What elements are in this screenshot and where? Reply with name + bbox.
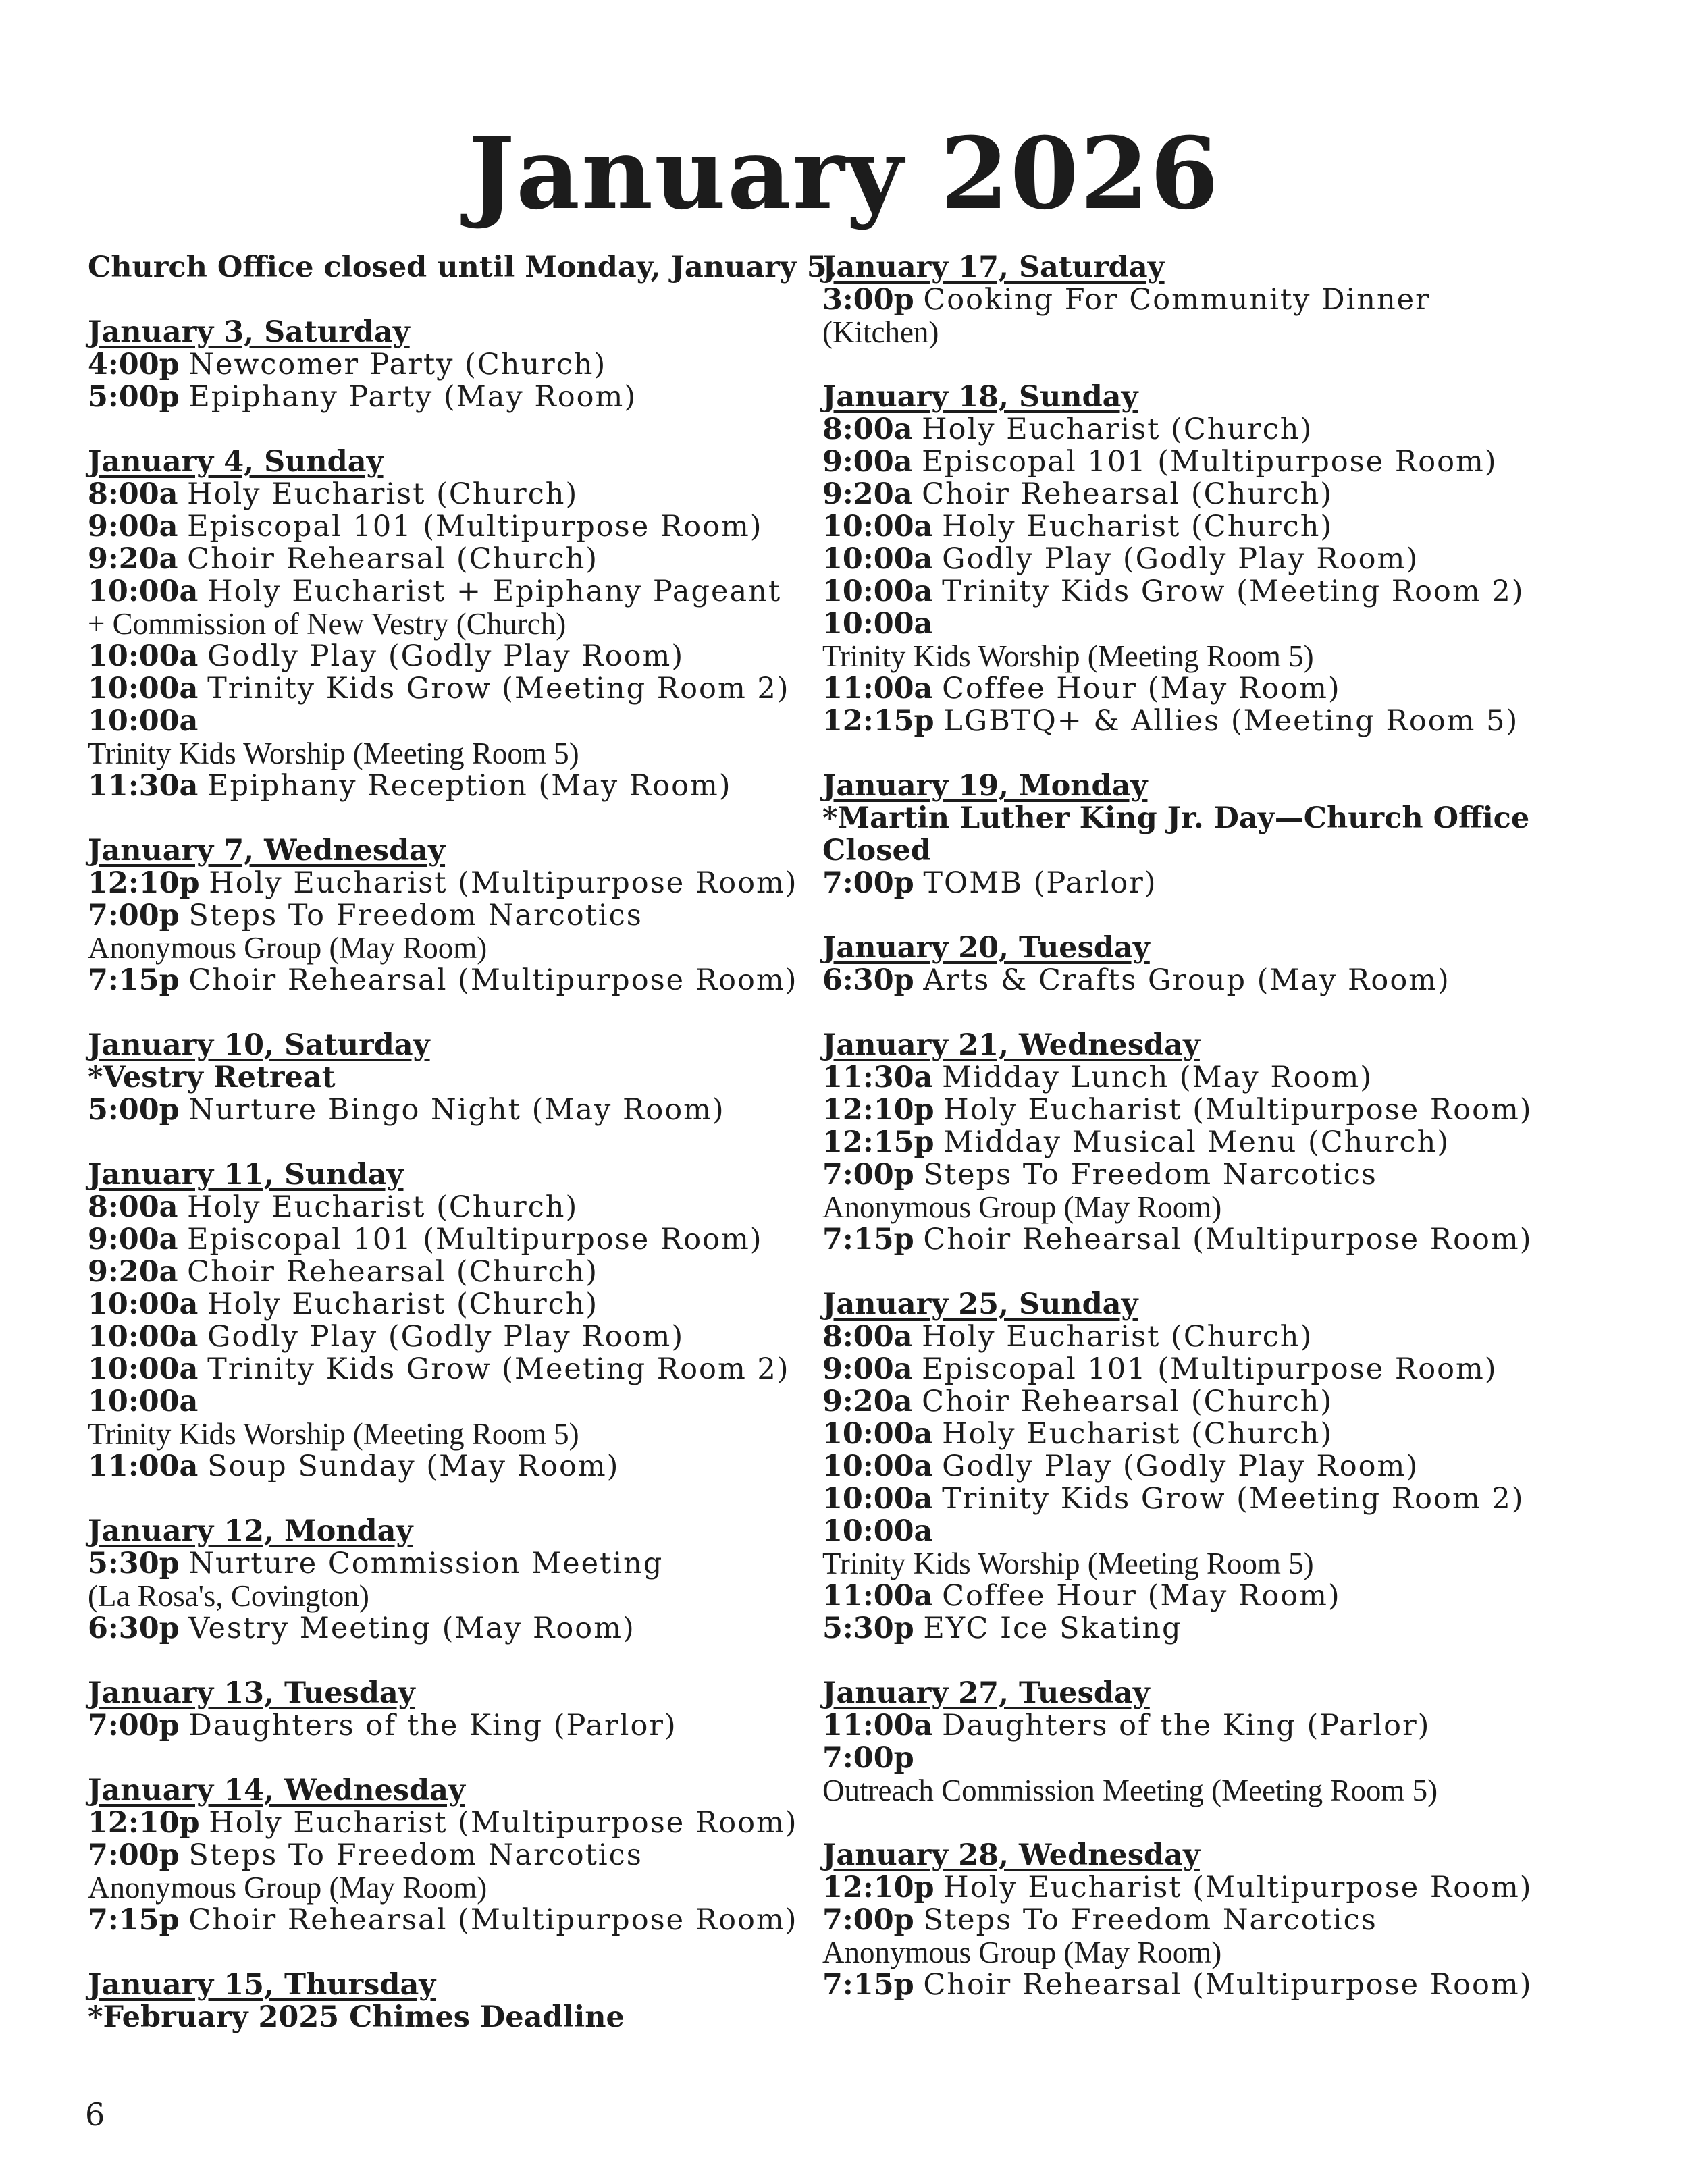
date-heading: January 18, Sunday bbox=[822, 380, 1138, 414]
day-jan-28 bbox=[822, 1839, 1538, 2001]
day-jan-4 bbox=[88, 446, 814, 802]
event-title: Holy Eucharist (Church) bbox=[187, 477, 579, 511]
event-title: Trinity Kids Grow (Meeting Room 2) bbox=[942, 1482, 1525, 1516]
event-item bbox=[822, 1612, 1538, 1645]
event-item bbox=[88, 1321, 814, 1353]
event-continuation: (Kitchen) bbox=[822, 315, 939, 349]
event-item bbox=[822, 1126, 1538, 1158]
event-item bbox=[88, 770, 814, 802]
event-title: Vestry Meeting (May Room) bbox=[188, 1612, 635, 1645]
event-item bbox=[88, 867, 814, 899]
event-time: 5:00p bbox=[88, 380, 180, 414]
event-item bbox=[88, 381, 814, 413]
event-time: 7:00p bbox=[822, 1158, 914, 1192]
date-heading: January 27, Tuesday bbox=[822, 1676, 1150, 1710]
event-time: 5:30p bbox=[88, 1547, 180, 1580]
event-time: 9:00a bbox=[88, 1223, 178, 1256]
event-time: 10:00a bbox=[822, 1417, 933, 1451]
event-title: Choir Rehearsal (Multipurpose Room) bbox=[188, 963, 798, 997]
day-jan-12 bbox=[88, 1515, 814, 1645]
event-time: 10:00a bbox=[822, 1482, 933, 1516]
event-item bbox=[822, 1158, 1538, 1191]
event-item bbox=[88, 672, 814, 705]
date-heading: January 28, Wednesday bbox=[822, 1838, 1200, 1872]
event-title: Choir Rehearsal (Church) bbox=[922, 477, 1334, 511]
event-time: 9:20a bbox=[88, 1255, 178, 1289]
event-title: Nurture Bingo Night (May Room) bbox=[188, 1093, 725, 1127]
event-item bbox=[88, 1385, 814, 1418]
event-time: 12:10p bbox=[822, 1093, 934, 1127]
event-item bbox=[88, 1288, 814, 1321]
event-title: Daughters of the King (Parlor) bbox=[942, 1709, 1431, 1742]
event-item bbox=[88, 705, 814, 737]
event-item bbox=[822, 575, 1538, 608]
event-time: 8:00a bbox=[822, 412, 913, 446]
event-continuation: Anonymous Group (May Room) bbox=[822, 1936, 1222, 1969]
event-time: 10:00a bbox=[822, 1514, 933, 1548]
event-item bbox=[88, 964, 814, 996]
event-item bbox=[88, 1709, 814, 1742]
event-time: 12:10p bbox=[88, 866, 200, 900]
event-time: 8:00a bbox=[88, 477, 178, 511]
date-heading: January 3, Saturday bbox=[88, 315, 410, 349]
event-time: 10:00a bbox=[822, 1449, 933, 1483]
event-item bbox=[88, 1807, 814, 1839]
date-heading: January 21, Wednesday bbox=[822, 1028, 1200, 1062]
event-title: Coffee Hour (May Room) bbox=[942, 1579, 1341, 1613]
event-title: Midday Musical Menu (Church) bbox=[943, 1125, 1450, 1159]
date-heading: January 14, Wednesday bbox=[88, 1774, 465, 1807]
day-jan-17 bbox=[822, 251, 1538, 348]
event-title: EYC Ice Skating bbox=[923, 1612, 1182, 1645]
page-number: 6 bbox=[85, 2096, 105, 2133]
event-title: Holy Eucharist + Epiphany Pageant bbox=[207, 575, 782, 608]
office-closed-notice: Church Office closed until Monday, January 5. bbox=[88, 250, 837, 284]
event-item bbox=[88, 1839, 814, 1871]
event-title: Steps To Freedom Narcotics bbox=[188, 1838, 643, 1872]
event-item bbox=[88, 1612, 814, 1645]
day-jan-27 bbox=[822, 1677, 1538, 1807]
day-jan-10 bbox=[88, 1029, 814, 1126]
left-column bbox=[88, 250, 837, 2034]
date-heading: January 12, Monday bbox=[88, 1514, 413, 1548]
day-jan-19 bbox=[822, 770, 1538, 899]
event-time: 11:30a bbox=[88, 769, 199, 803]
event-title: LGBTQ+ & Allies (Meeting Room 5) bbox=[943, 704, 1519, 738]
event-title: Daughters of the King (Parlor) bbox=[188, 1709, 677, 1742]
event-item bbox=[822, 446, 1538, 478]
event-continuation: Anonymous Group (May Room) bbox=[822, 1190, 1222, 1224]
event-item bbox=[822, 510, 1538, 543]
event-title: Episcopal 101 (Multipurpose Room) bbox=[922, 445, 1498, 479]
event-time: 12:10p bbox=[88, 1806, 200, 1840]
date-heading: January 13, Tuesday bbox=[88, 1676, 415, 1710]
event-time: 10:00a bbox=[822, 510, 933, 543]
date-heading: January 25, Sunday bbox=[822, 1287, 1138, 1321]
event-time: 7:15p bbox=[88, 1903, 180, 1937]
event-item bbox=[822, 608, 1538, 640]
page-title: January 2026 bbox=[468, 116, 1220, 232]
event-title: Trinity Kids Grow (Meeting Room 2) bbox=[942, 575, 1525, 608]
event-title: Choir Rehearsal (Multipurpose Room) bbox=[923, 1968, 1533, 2002]
event-item bbox=[822, 1223, 1538, 1256]
event-time: 7:00p bbox=[822, 1741, 914, 1775]
event-title: Holy Eucharist (Multipurpose Room) bbox=[943, 1093, 1533, 1127]
event-time: 7:15p bbox=[822, 1968, 914, 2002]
event-continuation: + Commission of New Vestry (Church) bbox=[88, 607, 566, 641]
date-heading: January 7, Wednesday bbox=[88, 834, 446, 868]
day-jan-13 bbox=[88, 1677, 814, 1742]
event-title: Godly Play (Godly Play Room) bbox=[942, 542, 1419, 576]
event-item bbox=[822, 1321, 1538, 1353]
day-jan-15 bbox=[88, 1969, 814, 2033]
event-title: Choir Rehearsal (Church) bbox=[187, 1255, 599, 1289]
event-title: Holy Eucharist (Church) bbox=[922, 1320, 1313, 1354]
event-time: 10:00a bbox=[822, 575, 933, 608]
date-heading: January 19, Monday bbox=[822, 769, 1148, 803]
event-time: 9:20a bbox=[88, 542, 178, 576]
event-title: Epiphany Reception (May Room) bbox=[207, 769, 732, 803]
event-continuation: Trinity Kids Worship (Meeting Room 5) bbox=[822, 1547, 1314, 1580]
date-heading: January 11, Sunday bbox=[88, 1158, 404, 1192]
event-item bbox=[822, 413, 1538, 446]
event-item bbox=[88, 478, 814, 510]
event-time: 7:00p bbox=[822, 1903, 914, 1937]
date-heading: January 4, Sunday bbox=[88, 445, 384, 479]
event-continuation: Trinity Kids Worship (Meeting Room 5) bbox=[822, 639, 1314, 673]
event-continuation: Anonymous Group (May Room) bbox=[88, 931, 487, 965]
event-time: 10:00a bbox=[88, 1320, 199, 1354]
event-title: Godly Play (Godly Play Room) bbox=[942, 1449, 1419, 1483]
event-item bbox=[822, 543, 1538, 575]
event-title: Holy Eucharist (Multipurpose Room) bbox=[943, 1871, 1533, 1905]
event-title: Holy Eucharist (Multipurpose Room) bbox=[209, 1806, 798, 1840]
event-title: Midday Lunch (May Room) bbox=[942, 1061, 1373, 1094]
event-time: 10:00a bbox=[88, 1352, 199, 1386]
event-time: 3:00p bbox=[822, 283, 914, 317]
day-jan-18 bbox=[822, 381, 1538, 737]
event-item bbox=[822, 1094, 1538, 1126]
event-item bbox=[822, 1969, 1538, 2001]
event-item bbox=[822, 1580, 1538, 1612]
event-item bbox=[822, 1871, 1538, 1904]
event-item bbox=[88, 348, 814, 381]
event-item bbox=[822, 284, 1538, 316]
event-time: 11:00a bbox=[88, 1449, 199, 1483]
event-time: 11:30a bbox=[822, 1061, 933, 1094]
event-item bbox=[822, 1742, 1538, 1774]
event-title: Soup Sunday (May Room) bbox=[207, 1449, 620, 1483]
event-title: Trinity Kids Grow (Meeting Room 2) bbox=[207, 672, 790, 705]
event-continuation: Outreach Commission Meeting (Meeting Room 5) bbox=[822, 1774, 1438, 1807]
event-time: 7:00p bbox=[88, 1838, 180, 1872]
event-title: Episcopal 101 (Multipurpose Room) bbox=[187, 510, 763, 543]
event-item bbox=[822, 964, 1538, 996]
event-item bbox=[88, 899, 814, 932]
event-item bbox=[88, 575, 814, 608]
event-time: 11:00a bbox=[822, 1709, 933, 1742]
event-item bbox=[822, 705, 1538, 737]
event-item bbox=[822, 1353, 1538, 1385]
event-item bbox=[822, 672, 1538, 705]
event-item bbox=[88, 510, 814, 543]
event-title: Cooking For Community Dinner bbox=[923, 283, 1431, 317]
event-title: Steps To Freedom Narcotics bbox=[188, 899, 643, 932]
event-item bbox=[822, 867, 1538, 899]
event-time: 9:20a bbox=[822, 1385, 913, 1418]
event-time: 12:15p bbox=[822, 704, 934, 738]
event-item bbox=[822, 1515, 1538, 1547]
event-time: 10:00a bbox=[88, 575, 199, 608]
day-note: *Vestry Retreat bbox=[88, 1061, 336, 1094]
right-column bbox=[822, 251, 1538, 2001]
event-time: 6:30p bbox=[88, 1612, 180, 1645]
event-time: 8:00a bbox=[822, 1320, 913, 1354]
event-title: Newcomer Party (Church) bbox=[188, 348, 607, 381]
event-item bbox=[822, 1709, 1538, 1742]
event-title: TOMB (Parlor) bbox=[923, 866, 1157, 900]
event-item bbox=[88, 1547, 814, 1580]
event-time: 7:15p bbox=[88, 963, 180, 997]
day-note: *Martin Luther King Jr. Day—Church Office bbox=[822, 801, 1530, 835]
event-time: 5:30p bbox=[822, 1612, 914, 1645]
event-time: 9:00a bbox=[822, 445, 913, 479]
event-title: Coffee Hour (May Room) bbox=[942, 672, 1341, 705]
event-title: Episcopal 101 (Multipurpose Room) bbox=[187, 1223, 763, 1256]
event-item bbox=[88, 1256, 814, 1288]
event-time: 9:20a bbox=[822, 477, 913, 511]
event-item bbox=[822, 1061, 1538, 1094]
event-title: Choir Rehearsal (Church) bbox=[187, 542, 599, 576]
event-continuation: (La Rosa's, Covington) bbox=[88, 1579, 369, 1613]
event-title: Holy Eucharist (Church) bbox=[187, 1190, 579, 1224]
day-jan-11 bbox=[88, 1158, 814, 1483]
event-item bbox=[88, 1191, 814, 1223]
event-title: Choir Rehearsal (Church) bbox=[922, 1385, 1334, 1418]
event-title: Trinity Kids Grow (Meeting Room 2) bbox=[207, 1352, 790, 1386]
event-time: 12:15p bbox=[822, 1125, 934, 1159]
event-title: Choir Rehearsal (Multipurpose Room) bbox=[188, 1903, 798, 1937]
date-heading: January 17, Saturday bbox=[822, 250, 1165, 284]
event-item bbox=[88, 1223, 814, 1256]
event-time: 7:15p bbox=[822, 1223, 914, 1256]
event-time: 11:00a bbox=[822, 1579, 933, 1613]
event-time: 11:00a bbox=[822, 672, 933, 705]
event-title: Godly Play (Godly Play Room) bbox=[207, 639, 685, 673]
event-time: 7:00p bbox=[822, 866, 914, 900]
event-title: Holy Eucharist (Church) bbox=[922, 412, 1313, 446]
event-title: Epiphany Party (May Room) bbox=[188, 380, 637, 414]
event-item bbox=[88, 1450, 814, 1483]
event-item bbox=[88, 1904, 814, 1936]
event-item bbox=[88, 543, 814, 575]
day-jan-14 bbox=[88, 1774, 814, 1936]
event-title: Episcopal 101 (Multipurpose Room) bbox=[922, 1352, 1498, 1386]
event-time: 6:30p bbox=[822, 963, 914, 997]
day-jan-25 bbox=[822, 1288, 1538, 1645]
event-time: 5:00p bbox=[88, 1093, 180, 1127]
event-title: Holy Eucharist (Church) bbox=[942, 1417, 1334, 1451]
event-time: 9:00a bbox=[822, 1352, 913, 1386]
event-continuation: Trinity Kids Worship (Meeting Room 5) bbox=[88, 737, 579, 770]
event-time: 7:00p bbox=[88, 899, 180, 932]
event-time: 10:00a bbox=[88, 1287, 199, 1321]
event-title: Holy Eucharist (Church) bbox=[207, 1287, 599, 1321]
event-title: Godly Play (Godly Play Room) bbox=[207, 1320, 685, 1354]
date-heading: January 20, Tuesday bbox=[822, 931, 1150, 965]
day-jan-21 bbox=[822, 1029, 1538, 1256]
event-item bbox=[822, 1450, 1538, 1483]
event-item bbox=[822, 1904, 1538, 1936]
event-continuation: Anonymous Group (May Room) bbox=[88, 1871, 487, 1905]
event-item bbox=[822, 478, 1538, 510]
event-item bbox=[822, 1418, 1538, 1450]
date-heading: January 10, Saturday bbox=[88, 1028, 430, 1062]
event-title: Holy Eucharist (Multipurpose Room) bbox=[209, 866, 798, 900]
event-item bbox=[88, 1353, 814, 1385]
event-time: 7:00p bbox=[88, 1709, 180, 1742]
event-title: Choir Rehearsal (Multipurpose Room) bbox=[923, 1223, 1533, 1256]
day-jan-3 bbox=[88, 316, 814, 413]
day-note: Closed bbox=[822, 834, 931, 868]
event-title: Nurture Commission Meeting bbox=[188, 1547, 664, 1580]
event-time: 10:00a bbox=[822, 607, 933, 641]
day-jan-20 bbox=[822, 932, 1538, 996]
event-time: 4:00p bbox=[88, 348, 180, 381]
event-time: 10:00a bbox=[88, 1385, 199, 1418]
event-item bbox=[88, 640, 814, 672]
event-time: 10:00a bbox=[88, 672, 199, 705]
event-time: 8:00a bbox=[88, 1190, 178, 1224]
event-continuation: Trinity Kids Worship (Meeting Room 5) bbox=[88, 1417, 579, 1451]
event-time: 10:00a bbox=[822, 542, 933, 576]
event-time: 12:10p bbox=[822, 1871, 934, 1905]
event-item bbox=[822, 1385, 1538, 1418]
day-jan-7 bbox=[88, 834, 814, 996]
event-title: Holy Eucharist (Church) bbox=[942, 510, 1334, 543]
event-title: Steps To Freedom Narcotics bbox=[923, 1903, 1377, 1937]
event-time: 10:00a bbox=[88, 704, 199, 738]
event-time: 10:00a bbox=[88, 639, 199, 673]
date-heading: January 15, Thursday bbox=[88, 1968, 436, 2002]
day-note: *February 2025 Chimes Deadline bbox=[88, 2000, 625, 2034]
event-item bbox=[88, 1094, 814, 1126]
event-title: Arts & Crafts Group (May Room) bbox=[923, 963, 1450, 997]
event-item bbox=[822, 1483, 1538, 1515]
event-title: Steps To Freedom Narcotics bbox=[923, 1158, 1377, 1192]
event-time: 9:00a bbox=[88, 510, 178, 543]
